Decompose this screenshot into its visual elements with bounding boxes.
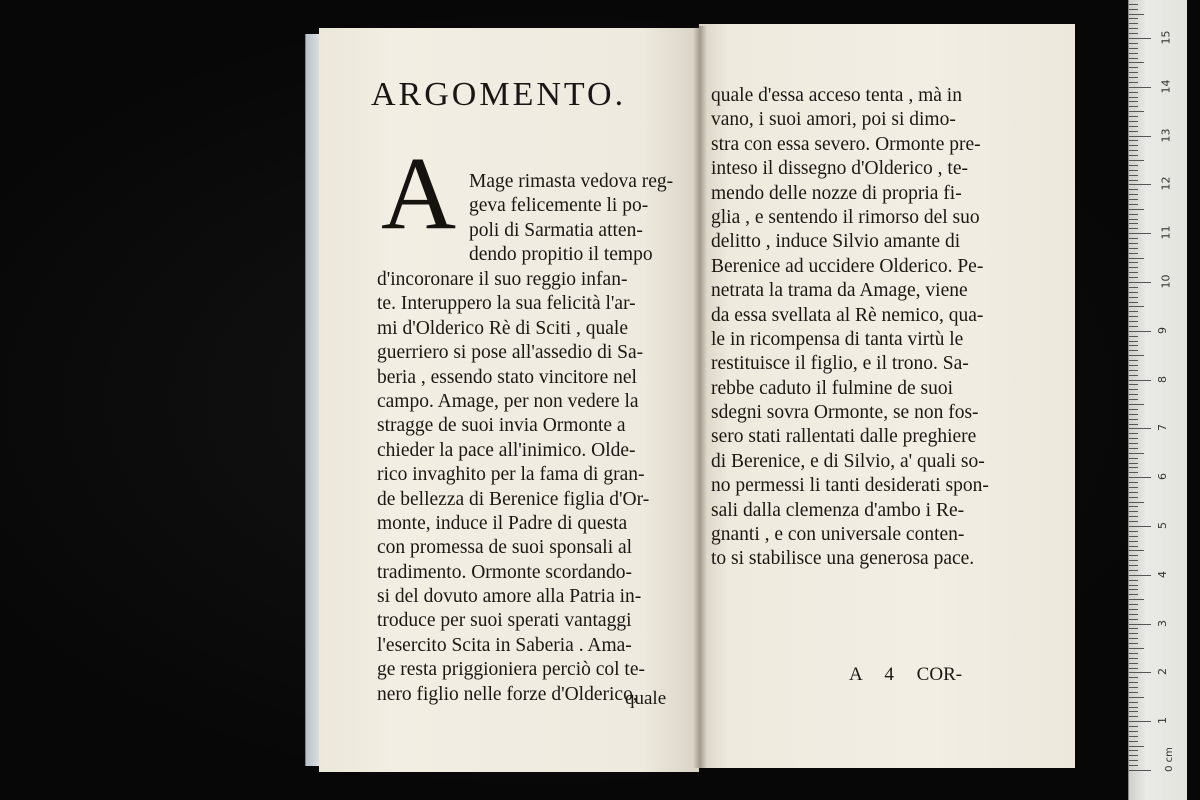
ruler-tick <box>1129 516 1138 517</box>
text-line: troduce per suoi sperati vantaggi <box>377 610 632 632</box>
ruler-tick <box>1129 521 1138 522</box>
text-line: mendo delle nozze di propria fi- <box>711 182 962 204</box>
ruler-tick <box>1129 438 1138 439</box>
ruler-tick <box>1129 184 1151 185</box>
ruler-tick <box>1129 443 1138 444</box>
ruler-tick <box>1129 189 1138 190</box>
text-line: dendo propitio il tempo <box>469 244 653 266</box>
ruler-tick <box>1129 170 1138 171</box>
ruler-tick <box>1129 297 1138 298</box>
ruler-number: 11 <box>1159 225 1173 240</box>
text-line: mi d'Olderico Rè di Sciti , quale <box>377 317 629 339</box>
ruler-number: 6 <box>1156 473 1169 481</box>
ruler-tick <box>1129 453 1144 454</box>
ruler-number: 10 <box>1159 274 1173 289</box>
open-book <box>305 22 1095 770</box>
ruler-tick <box>1129 77 1138 78</box>
ruler-tick <box>1129 106 1138 107</box>
text-line: stragge de suoi invia Ormonte a <box>377 415 626 437</box>
ruler-tick <box>1129 746 1144 747</box>
ruler-tick <box>1129 497 1138 498</box>
ruler-tick <box>1129 131 1138 132</box>
ruler-tick <box>1129 23 1138 24</box>
ruler-tick <box>1129 228 1138 229</box>
ruler-tick <box>1129 345 1138 346</box>
ruler-tick <box>1129 682 1138 683</box>
ruler-number: 9 <box>1156 326 1169 334</box>
ruler-tick <box>1129 741 1138 742</box>
ruler-tick <box>1129 165 1138 166</box>
text-line: d'incoronare il suo reggio infan- <box>377 269 628 290</box>
ruler-tick <box>1129 575 1151 576</box>
ruler-tick <box>1129 370 1138 371</box>
ruler-tick <box>1129 9 1138 10</box>
ruler-tick <box>1129 628 1138 629</box>
ruler-tick <box>1129 341 1138 342</box>
ruler-tick <box>1129 126 1138 127</box>
ruler-tick <box>1129 160 1144 161</box>
ruler-tick <box>1129 585 1138 586</box>
text-line: di Berenice, e di Silvio, a' quali so- <box>711 450 985 472</box>
text-line: le in ricompensa di tanta virtù le <box>711 328 964 350</box>
ruler-tick <box>1129 736 1138 737</box>
text-line: Berenice ad uccidere Olderico. Pe- <box>711 255 984 277</box>
text-line: te. Interuppero la sua felicità l'ar- <box>377 293 636 315</box>
ruler-tick <box>1129 560 1138 561</box>
ruler-tick <box>1129 658 1138 659</box>
ruler-tick <box>1129 375 1138 376</box>
signature-mark: A 4 COR- <box>849 664 963 685</box>
ruler-tick <box>1129 384 1138 385</box>
text-line: netrata la trama da Amage, viene <box>711 280 968 302</box>
ruler-tick <box>1129 180 1138 181</box>
left-text-block <box>377 268 649 707</box>
ruler-tick <box>1129 262 1138 263</box>
text-line: glia , e sentendo il rimorso del suo <box>711 206 980 228</box>
ruler-tick <box>1129 565 1138 566</box>
ruler-tick <box>1129 716 1138 717</box>
ruler-tick <box>1129 199 1138 200</box>
ruler-tick <box>1129 43 1138 44</box>
text-line: guerriero si pose all'assedio di Sa- <box>377 342 644 364</box>
ruler-tick <box>1129 62 1144 63</box>
ruler-tick <box>1129 614 1138 615</box>
text-line: de bellezza di Berenice figlia d'Or- <box>377 488 650 510</box>
ruler-tick <box>1129 121 1138 122</box>
text-line: vano, i suoi amori, poi si dimo- <box>711 109 956 131</box>
ruler-number: 5 <box>1156 522 1169 529</box>
ruler-tick <box>1129 92 1138 93</box>
page-heading: ARGOMENTO. <box>371 76 627 113</box>
ruler-tick <box>1129 116 1138 117</box>
ruler-tick <box>1129 458 1138 459</box>
text-line: con promessa de suoi sponsali al <box>377 537 633 559</box>
ruler-tick <box>1129 355 1144 356</box>
text-line: nero figlio nelle forze d'Olderico, <box>377 683 638 705</box>
ruler-tick <box>1129 321 1138 322</box>
ruler-tick <box>1129 306 1144 307</box>
text-line: beria , essendo stato vincitore nel <box>377 366 637 388</box>
ruler-tick <box>1129 253 1138 254</box>
ruler-number: 14 <box>1159 79 1173 94</box>
ruler-tick <box>1129 209 1144 210</box>
text-line: sali dalla clemenza d'ambo i Re- <box>711 499 965 521</box>
ruler-tick <box>1129 101 1138 102</box>
ruler-tick <box>1129 750 1138 751</box>
text-line: stra con essa severo. Ormonte pre- <box>711 133 981 155</box>
text-line: rebbe caduto il fulmine de suoi <box>711 377 954 399</box>
ruler-tick <box>1129 624 1151 625</box>
catchword: quale <box>625 688 667 709</box>
ruler-tick <box>1129 389 1138 390</box>
text-line: si del dovuto amore alla Patria in- <box>377 586 642 608</box>
ruler-number: 13 <box>1159 128 1173 143</box>
ruler-tick <box>1129 687 1138 688</box>
ruler-tick <box>1129 72 1138 73</box>
indented-text-block <box>469 170 673 268</box>
ruler-tick <box>1129 506 1138 507</box>
text-line: chieder la pace all'inimico. Olde- <box>377 439 636 461</box>
ruler-tick <box>1129 697 1144 698</box>
ruler-tick <box>1129 702 1138 703</box>
ruler-tick <box>1129 326 1138 327</box>
text-line: to si stabilisce una generosa pace. <box>711 548 975 570</box>
ruler-tick <box>1129 38 1151 39</box>
text-line: campo. Amage, per non vedere la <box>377 390 639 412</box>
text-line: da essa svellata al Rè nemico, qua- <box>711 304 984 326</box>
text-line: Mage rimasta vedova reg- <box>469 171 674 192</box>
ruler-tick <box>1129 258 1144 259</box>
ruler-tick <box>1129 731 1138 732</box>
ruler-tick <box>1129 541 1138 542</box>
drop-cap-initial: A <box>381 136 457 251</box>
ruler-tick <box>1129 599 1144 600</box>
ruler-tick <box>1129 677 1138 678</box>
text-line: rico invaghito per la fama di gran- <box>377 464 645 486</box>
ruler-tick <box>1129 18 1138 19</box>
ruler-tick <box>1129 97 1138 98</box>
ruler-tick <box>1129 692 1138 693</box>
ruler-tick <box>1129 87 1151 88</box>
ruler-number: 7 <box>1156 424 1169 432</box>
ruler-tick <box>1129 482 1138 483</box>
ruler-unit-label: 0 cm <box>1163 747 1175 772</box>
ruler-number: 1 <box>1156 717 1169 725</box>
ruler-tick <box>1129 150 1138 151</box>
ruler-tick <box>1129 302 1138 303</box>
ruler-tick <box>1129 238 1138 239</box>
text-line: poli di Sarmatia atten- <box>469 219 643 241</box>
text-line: gnanti , e con universale conten- <box>711 524 965 546</box>
text-line: l'esercito Scita in Saberia . Ama- <box>377 634 632 656</box>
text-line: ge resta priggioniera perciò col te- <box>377 659 646 681</box>
ruler-tick <box>1129 33 1138 34</box>
ruler-tick <box>1129 433 1138 434</box>
ruler-tick <box>1129 472 1138 473</box>
ruler-tick <box>1129 272 1138 273</box>
ruler-tick <box>1129 14 1144 15</box>
ruler-number: 15 <box>1159 30 1173 45</box>
ruler-tick <box>1129 531 1138 532</box>
ruler-tick <box>1129 404 1144 405</box>
ruler-tick <box>1129 428 1151 429</box>
text-line: restituisce il figlio, e il trono. Sa- <box>711 353 969 375</box>
ruler-tick <box>1129 755 1138 756</box>
ruler-tick <box>1129 448 1138 449</box>
ruler-tick <box>1129 48 1138 49</box>
left-page <box>319 28 699 772</box>
ruler-tick <box>1129 145 1138 146</box>
ruler-tick <box>1129 243 1138 244</box>
ruler-tick <box>1129 282 1151 283</box>
ruler-tick <box>1129 765 1138 766</box>
ruler-tick <box>1129 58 1138 59</box>
text-line: inteso il dissegno d'Olderico , te- <box>711 158 968 180</box>
ruler-tick <box>1129 633 1138 634</box>
ruler-tick <box>1129 419 1138 420</box>
ruler-tick <box>1129 350 1138 351</box>
ruler-tick <box>1129 643 1138 644</box>
ruler-tick <box>1129 707 1138 708</box>
ruler-tick <box>1129 770 1151 771</box>
ruler-tick <box>1129 487 1138 488</box>
ruler-tick <box>1129 414 1138 415</box>
book-gutter <box>693 26 707 768</box>
ruler-tick <box>1129 136 1151 137</box>
measuring-ruler <box>1128 0 1187 800</box>
ruler-tick <box>1129 53 1138 54</box>
ruler-tick <box>1129 155 1138 156</box>
ruler-tick <box>1129 424 1138 425</box>
ruler-tick <box>1129 594 1138 595</box>
ruler-number: 8 <box>1156 375 1169 383</box>
ruler-tick <box>1129 140 1138 141</box>
ruler-tick <box>1129 570 1138 571</box>
ruler-tick <box>1129 550 1144 551</box>
ruler-tick <box>1129 726 1138 727</box>
right-page <box>699 24 1075 768</box>
text-line: quale d'essa acceso tenta , mà in <box>711 85 962 106</box>
ruler-tick <box>1129 380 1151 381</box>
ruler-tick <box>1129 467 1138 468</box>
text-line: geva felicemente li po- <box>469 195 649 217</box>
ruler-tick <box>1129 360 1138 361</box>
ruler-tick <box>1129 223 1138 224</box>
ruler-tick <box>1129 536 1138 537</box>
ruler-tick <box>1129 648 1144 649</box>
text-line: monte, induce il Padre di questa <box>377 512 628 534</box>
ruler-tick <box>1129 672 1151 673</box>
ruler-tick <box>1129 638 1138 639</box>
ruler-number: 3 <box>1156 619 1169 627</box>
ruler-tick <box>1129 721 1151 722</box>
ruler-tick <box>1129 711 1138 712</box>
ruler-tick <box>1129 4 1138 5</box>
ruler-tick <box>1129 267 1138 268</box>
ruler-tick <box>1129 580 1138 581</box>
ruler-tick <box>1129 204 1138 205</box>
ruler-tick <box>1129 336 1138 337</box>
ruler-tick <box>1129 292 1138 293</box>
ruler-tick <box>1129 287 1138 288</box>
ruler-tick <box>1129 82 1138 83</box>
ruler-tick <box>1129 111 1144 112</box>
ruler-tick <box>1129 526 1151 527</box>
ruler-tick <box>1129 214 1138 215</box>
ruler-tick <box>1129 477 1151 478</box>
ruler-tick <box>1129 463 1138 464</box>
text-line: tradimento. Ormonte scordando- <box>377 561 633 583</box>
ruler-tick <box>1129 604 1138 605</box>
ruler-number: 12 <box>1159 176 1173 191</box>
ruler-tick <box>1129 653 1138 654</box>
ruler-tick <box>1129 28 1138 29</box>
ruler-tick <box>1129 67 1138 68</box>
ruler-tick <box>1129 609 1138 610</box>
ruler-tick <box>1129 399 1138 400</box>
ruler-tick <box>1129 555 1138 556</box>
ruler-tick <box>1129 663 1138 664</box>
ruler-tick <box>1129 233 1151 234</box>
ruler-tick <box>1129 394 1138 395</box>
ruler-tick <box>1129 331 1151 332</box>
ruler-tick <box>1129 502 1144 503</box>
ruler-tick <box>1129 760 1138 761</box>
ruler-tick <box>1129 619 1138 620</box>
text-line: no permessi li tanti desiderati spon- <box>711 475 989 497</box>
ruler-tick <box>1129 409 1138 410</box>
ruler-tick <box>1129 511 1138 512</box>
ruler-tick <box>1129 546 1138 547</box>
ruler-tick <box>1129 492 1138 493</box>
text-line: sero stati rallentati dalle preghiere <box>711 426 977 448</box>
ruler-tick <box>1129 219 1138 220</box>
ruler-tick <box>1129 668 1138 669</box>
ruler-tick <box>1129 248 1138 249</box>
ruler-tick <box>1129 175 1138 176</box>
ruler-tick <box>1129 311 1138 312</box>
text-line: sdegni sovra Ormonte, se non fos- <box>711 402 979 424</box>
ruler-tick <box>1129 277 1138 278</box>
ruler-number: 2 <box>1156 668 1169 676</box>
right-text-block <box>711 84 989 572</box>
ruler-tick <box>1129 316 1138 317</box>
ruler-number: 4 <box>1156 570 1169 578</box>
ruler-tick <box>1129 194 1138 195</box>
ruler-tick <box>1129 365 1138 366</box>
ruler-tick <box>1129 589 1138 590</box>
text-line: delitto , induce Silvio amante di <box>711 231 961 253</box>
